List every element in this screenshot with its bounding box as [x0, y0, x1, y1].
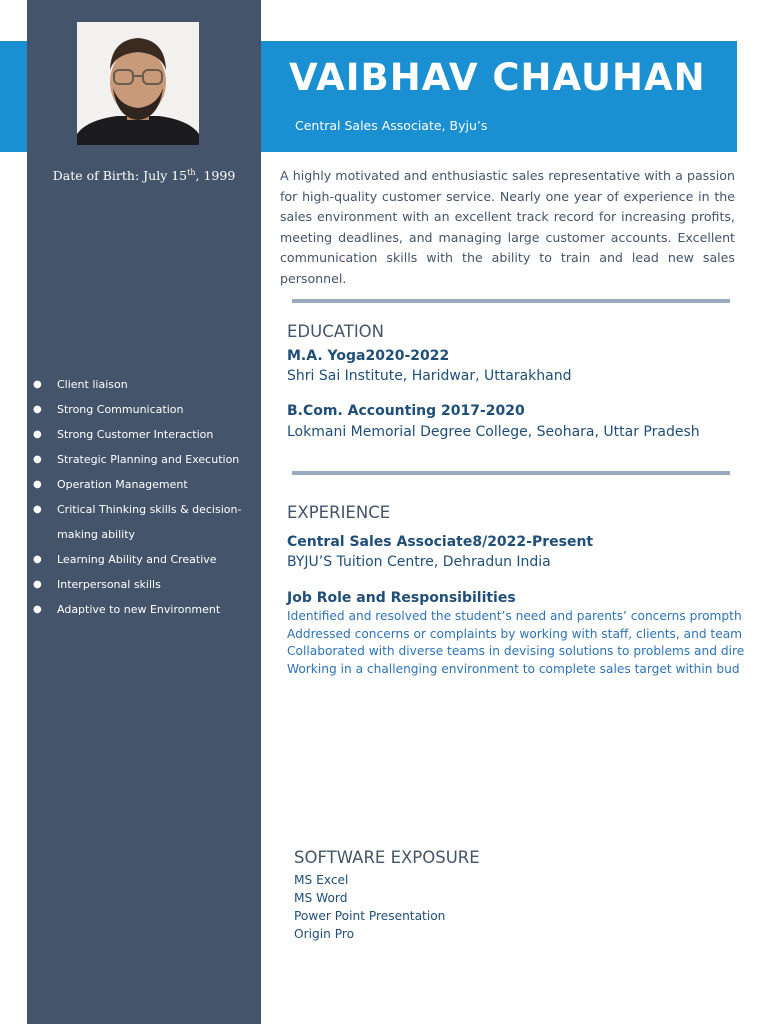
skill-item [33, 397, 258, 422]
software-item: MS Word [294, 891, 348, 905]
bullet-icon: ● [33, 379, 42, 390]
education-degree: M.A. Yoga2020-2022 [287, 348, 450, 364]
skill-item [33, 422, 258, 447]
skill-item [33, 372, 258, 397]
responsibility-item: Collaborated with diverse teams in devising solutions to problems and dire [287, 644, 745, 658]
bullet-icon: ● [33, 579, 42, 590]
skill-label: Strong Communication [57, 403, 184, 416]
header-banner-edge [0, 41, 27, 152]
software-heading: SOFTWARE EXPOSURE [294, 848, 480, 867]
bullet-icon: ● [33, 404, 42, 415]
dob-text: Date of Birth: July 15 [52, 168, 188, 184]
skill-item [33, 547, 258, 572]
bullet-icon: ● [33, 604, 42, 615]
dob-ordinal: th [187, 168, 196, 177]
education-institution: Lokmani Memorial Degree College, Seohara, Uttar Pradesh [287, 424, 700, 440]
education-degree: B.Com. Accounting 2017-2020 [287, 403, 525, 419]
skill-item [33, 472, 258, 497]
skill-label: Operation Management [57, 478, 188, 491]
software-item: Origin Pro [294, 927, 355, 941]
skill-label: Interpersonal skills [57, 578, 161, 591]
profile-photo [77, 22, 199, 145]
candidate-role: Central Sales Associate, Byju’s [295, 118, 488, 133]
skill-label: Learning Ability and Creative [57, 553, 217, 566]
skill-item [33, 572, 258, 597]
skill-item [33, 447, 258, 472]
experience-company: BYJU’S Tuition Centre, Dehradun India [287, 554, 551, 570]
bullet-icon: ● [33, 454, 42, 465]
profile-summary: A highly motivated and enthusiastic sales representative with a passion for high-quality customer service. Nearly one year of experience in the sales environment with an excellent track record for increasing profits, meeting deadlines, and managing large customer accounts. Excellent communication skills with the ability to train and lead new sales personnel. [280, 168, 735, 286]
software-item: MS Excel [294, 873, 349, 887]
software-item: Power Point Presentation [294, 909, 446, 923]
experience-position: Central Sales Associate8/2022-Present [287, 534, 594, 550]
bullet-icon: ● [33, 554, 42, 565]
dob-year: , 1999 [195, 168, 236, 184]
education-institution: Shri Sai Institute, Haridwar, Uttarakhand [287, 368, 572, 384]
section-divider [292, 471, 730, 475]
skill-item [33, 597, 258, 622]
skill-label: Adaptive to new Environment [57, 603, 221, 616]
date-of-birth [27, 168, 261, 183]
experience-heading: EXPERIENCE [287, 503, 391, 522]
skill-item [33, 497, 258, 547]
skill-label: Strategic Planning and Execution [57, 453, 240, 466]
skill-label: Client liaison [57, 378, 128, 391]
skills-list [33, 372, 258, 622]
bullet-icon: ● [33, 479, 42, 490]
responsibility-item: Addressed concerns or complaints by working with staff, clients, and team [287, 626, 743, 641]
bullet-icon: ● [33, 504, 42, 515]
section-divider [292, 299, 730, 303]
bullet-icon: ● [33, 429, 42, 440]
skill-label: Critical Thinking skills & decision-making ability [57, 503, 242, 541]
responsibility-item: Identified and resolved the student’s need and parents’ concerns prompth [287, 609, 742, 623]
responsibilities-heading: Job Role and Responsibilities [287, 590, 516, 606]
responsibilities-list [287, 608, 768, 678]
responsibility-item: Working in a challenging environment to complete sales target within bud [287, 661, 740, 676]
software-list [294, 871, 445, 943]
candidate-name: VAIBHAV CHAUHAN [289, 56, 706, 99]
skill-label: Strong Customer Interaction [57, 428, 214, 441]
education-heading: EDUCATION [287, 322, 385, 341]
